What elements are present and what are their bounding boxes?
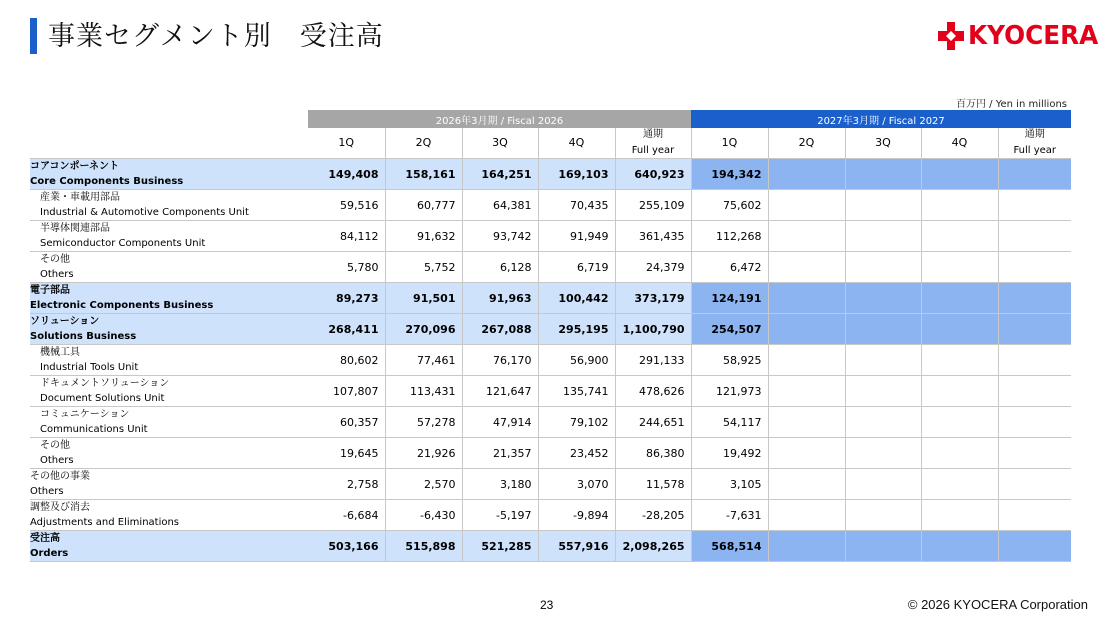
table-cell — [768, 283, 845, 314]
quarter-header-label: 1Q — [338, 136, 355, 149]
table-cell — [768, 159, 845, 190]
quarter-header-label: 3Q — [492, 136, 508, 149]
table-cell: 112,268 — [691, 221, 768, 252]
table-row — [30, 500, 1071, 531]
table-cell: 70,435 — [538, 190, 615, 221]
table-body — [30, 159, 1071, 562]
quarter-header-label: 4Q — [568, 136, 585, 149]
table-cell — [921, 159, 998, 190]
row-label-jp: ドキュメントソリューション — [40, 378, 170, 389]
table-cell — [768, 252, 845, 283]
row-label — [30, 252, 308, 283]
table-cell: -6,430 — [385, 500, 462, 531]
page-title: 事業セグメント別 受注高 — [48, 21, 384, 52]
table-cell: 124,191 — [691, 283, 768, 314]
table-cell: 361,435 — [615, 221, 691, 252]
table-cell: 64,381 — [462, 190, 538, 221]
table-cell: 91,501 — [385, 283, 462, 314]
row-label-en: Document Solutions Unit — [40, 393, 165, 404]
table-cell — [998, 345, 1071, 376]
row-label — [30, 407, 308, 438]
row-label-en: Solutions Business — [30, 331, 137, 342]
header-spacer — [30, 110, 308, 128]
table-cell — [768, 314, 845, 345]
row-label-en: Industrial & Automotive Components Unit — [40, 207, 249, 218]
table-cell: 5,752 — [385, 252, 462, 283]
table-cell — [921, 376, 998, 407]
table-cell: 244,651 — [615, 407, 691, 438]
table-cell: 54,117 — [691, 407, 768, 438]
table-cell: 47,914 — [462, 407, 538, 438]
table-cell: 158,161 — [385, 159, 462, 190]
table-cell: 80,602 — [308, 345, 385, 376]
table-cell — [921, 531, 998, 562]
table-cell: 6,128 — [462, 252, 538, 283]
title-accent-bar — [30, 18, 37, 54]
table-cell: 6,472 — [691, 252, 768, 283]
table-cell: 3,105 — [691, 469, 768, 500]
row-label — [30, 345, 308, 376]
quarter-header-label: 通期 — [1024, 129, 1045, 140]
table-cell — [921, 469, 998, 500]
fiscal-2026-header: 2026年3月期 / Fiscal 2026 — [308, 110, 691, 128]
table-cell: 89,273 — [308, 283, 385, 314]
table-cell: 267,088 — [462, 314, 538, 345]
quarter-header — [691, 128, 768, 159]
table-cell — [768, 407, 845, 438]
quarter-header-row — [30, 128, 1071, 159]
row-label-jp: 機械工具 — [40, 347, 80, 358]
table-cell: -5,197 — [462, 500, 538, 531]
table-row — [30, 252, 1071, 283]
table-cell — [998, 376, 1071, 407]
table-cell: 478,626 — [615, 376, 691, 407]
table-cell: 135,741 — [538, 376, 615, 407]
table-cell — [998, 314, 1071, 345]
table-cell: 86,380 — [615, 438, 691, 469]
table-cell — [921, 221, 998, 252]
table-cell: 58,925 — [691, 345, 768, 376]
row-label-en: Others — [40, 269, 74, 280]
row-label — [30, 438, 308, 469]
table-cell: 91,963 — [462, 283, 538, 314]
row-label-en: Adjustments and Eliminations — [30, 517, 180, 528]
table-cell: 100,442 — [538, 283, 615, 314]
quarter-header-label: 3Q — [875, 136, 891, 149]
table-cell: -6,684 — [308, 500, 385, 531]
table-cell: 254,507 — [691, 314, 768, 345]
quarter-header — [615, 128, 691, 159]
table-cell — [998, 469, 1071, 500]
quarter-header — [998, 128, 1071, 159]
row-label — [30, 159, 308, 190]
table-cell — [768, 376, 845, 407]
table-cell — [998, 190, 1071, 221]
table-cell — [998, 252, 1071, 283]
table-cell: 121,973 — [691, 376, 768, 407]
table-cell: 60,777 — [385, 190, 462, 221]
row-label — [30, 221, 308, 252]
table-cell — [845, 407, 921, 438]
kyocera-logo-icon — [938, 22, 964, 50]
table-cell: 79,102 — [538, 407, 615, 438]
table-cell — [998, 531, 1071, 562]
row-label-jp: コアコンポーネント — [30, 161, 119, 172]
table-cell — [768, 500, 845, 531]
table-cell: 76,170 — [462, 345, 538, 376]
table-cell: -7,631 — [691, 500, 768, 531]
table-row — [30, 221, 1071, 252]
table-cell — [845, 314, 921, 345]
table-cell — [845, 531, 921, 562]
table-cell — [845, 190, 921, 221]
table-cell: 121,647 — [462, 376, 538, 407]
quarter-header — [308, 128, 385, 159]
row-label-en: Communications Unit — [40, 424, 148, 435]
row-label-en: Others — [40, 455, 74, 466]
header-spacer — [30, 128, 308, 159]
table-cell: 24,379 — [615, 252, 691, 283]
table-cell: 295,195 — [538, 314, 615, 345]
table-cell: 169,103 — [538, 159, 615, 190]
logo-text: KYOCERA — [968, 21, 1099, 51]
table-cell — [768, 531, 845, 562]
table-cell — [845, 469, 921, 500]
table-cell — [921, 345, 998, 376]
quarter-header-label: 1Q — [721, 136, 738, 149]
table-cell — [845, 500, 921, 531]
table-cell: 60,357 — [308, 407, 385, 438]
table-row — [30, 407, 1071, 438]
table-cell — [998, 283, 1071, 314]
table-cell — [845, 221, 921, 252]
quarter-header-sublabel: Full year — [631, 145, 675, 156]
table-cell: 56,900 — [538, 345, 615, 376]
table-row — [30, 190, 1071, 221]
row-label-jp: 電子部品 — [30, 285, 70, 296]
row-label — [30, 190, 308, 221]
table-cell — [845, 159, 921, 190]
copyright: © 2026 KYOCERA Corporation — [907, 597, 1088, 612]
table-cell: -9,894 — [538, 500, 615, 531]
table-cell — [921, 190, 998, 221]
table-cell — [768, 438, 845, 469]
fiscal-header-row — [30, 110, 1071, 128]
table-cell: 2,570 — [385, 469, 462, 500]
unit-note: 百万円 / Yen in millions — [956, 99, 1067, 110]
quarter-header — [768, 128, 845, 159]
row-label-en: Core Components Business — [30, 176, 184, 187]
quarter-header-label: 通期 — [643, 129, 663, 140]
table-cell: 268,411 — [308, 314, 385, 345]
table-cell: 91,949 — [538, 221, 615, 252]
table-cell — [845, 283, 921, 314]
quarter-header-label: 2Q — [415, 136, 432, 149]
quarter-header — [845, 128, 921, 159]
table-cell — [921, 407, 998, 438]
table-cell — [768, 345, 845, 376]
table-row — [30, 469, 1071, 500]
table-cell: 194,342 — [691, 159, 768, 190]
table-cell: 19,645 — [308, 438, 385, 469]
quarter-header — [462, 128, 538, 159]
table-cell: 93,742 — [462, 221, 538, 252]
row-label-jp: その他の事業 — [30, 471, 90, 482]
table-cell: 21,926 — [385, 438, 462, 469]
row-label — [30, 500, 308, 531]
table-cell: 57,278 — [385, 407, 462, 438]
table-row — [30, 345, 1071, 376]
table-cell: 373,179 — [615, 283, 691, 314]
row-label — [30, 376, 308, 407]
row-label-jp: 半導体関連部品 — [40, 223, 110, 234]
table-cell — [845, 438, 921, 469]
table-cell: 11,578 — [615, 469, 691, 500]
table-cell — [921, 438, 998, 469]
table-cell — [998, 500, 1071, 531]
table-cell: 3,180 — [462, 469, 538, 500]
row-label — [30, 314, 308, 345]
table-cell: 270,096 — [385, 314, 462, 345]
table-cell — [998, 221, 1071, 252]
row-label-jp: 受注高 — [30, 533, 60, 544]
table-cell: 2,098,265 — [615, 531, 691, 562]
table-cell: 149,408 — [308, 159, 385, 190]
table-cell: 557,916 — [538, 531, 615, 562]
table-cell: 640,923 — [615, 159, 691, 190]
table-cell: -28,205 — [615, 500, 691, 531]
table-row — [30, 438, 1071, 469]
table-cell — [768, 190, 845, 221]
table-row — [30, 283, 1071, 314]
table-cell — [998, 159, 1071, 190]
quarter-header — [921, 128, 998, 159]
row-label — [30, 283, 308, 314]
table-cell — [921, 314, 998, 345]
table-cell: 84,112 — [308, 221, 385, 252]
table-cell: 59,516 — [308, 190, 385, 221]
table-cell: 255,109 — [615, 190, 691, 221]
table-cell: 164,251 — [462, 159, 538, 190]
table-cell: 75,602 — [691, 190, 768, 221]
orders-table — [30, 110, 1071, 562]
row-label-jp: 産業・車載用部品 — [40, 192, 120, 203]
table-row — [30, 531, 1071, 562]
table-cell: 91,632 — [385, 221, 462, 252]
row-label-en: Others — [30, 486, 64, 497]
table-cell: 291,133 — [615, 345, 691, 376]
page-number: 23 — [540, 598, 554, 612]
table-cell — [921, 252, 998, 283]
table-cell: 113,431 — [385, 376, 462, 407]
table-cell: 515,898 — [385, 531, 462, 562]
table-cell: 568,514 — [691, 531, 768, 562]
row-label-jp: その他 — [40, 254, 70, 265]
table-cell — [845, 376, 921, 407]
table-cell — [921, 500, 998, 531]
row-label-jp: ソリューション — [30, 316, 100, 327]
row-label-en: Orders — [30, 548, 69, 559]
table-cell: 1,100,790 — [615, 314, 691, 345]
row-label-jp: 調整及び消去 — [30, 502, 90, 513]
row-label — [30, 469, 308, 500]
table-row — [30, 376, 1071, 407]
table-cell: 2,758 — [308, 469, 385, 500]
kyocera-logo — [938, 20, 1100, 52]
table-cell — [921, 283, 998, 314]
row-label-en: Semiconductor Components Unit — [40, 238, 206, 249]
row-label-jp: コミュニケーション — [40, 409, 130, 420]
table-cell — [845, 252, 921, 283]
table-cell — [845, 345, 921, 376]
table-cell: 521,285 — [462, 531, 538, 562]
fiscal-2027-header: 2027年3月期 / Fiscal 2027 — [691, 110, 1071, 128]
row-label-en: Electronic Components Business — [30, 300, 214, 311]
table-cell: 19,492 — [691, 438, 768, 469]
table-cell — [768, 469, 845, 500]
table-cell — [998, 438, 1071, 469]
table-cell: 503,166 — [308, 531, 385, 562]
table-cell: 107,807 — [308, 376, 385, 407]
quarter-header-label: 4Q — [951, 136, 968, 149]
quarter-header-sublabel: Full year — [1013, 145, 1057, 156]
quarter-header-label: 2Q — [798, 136, 815, 149]
table-cell — [768, 221, 845, 252]
table-cell: 23,452 — [538, 438, 615, 469]
row-label-jp: その他 — [40, 440, 70, 451]
table-cell — [998, 407, 1071, 438]
table-cell: 77,461 — [385, 345, 462, 376]
quarter-header — [385, 128, 462, 159]
table-row — [30, 159, 1071, 190]
table-cell: 5,780 — [308, 252, 385, 283]
table-cell: 3,070 — [538, 469, 615, 500]
table-cell: 21,357 — [462, 438, 538, 469]
row-label-en: Industrial Tools Unit — [40, 362, 139, 373]
row-label — [30, 531, 308, 562]
table-row — [30, 314, 1071, 345]
quarter-header — [538, 128, 615, 159]
table-cell: 6,719 — [538, 252, 615, 283]
